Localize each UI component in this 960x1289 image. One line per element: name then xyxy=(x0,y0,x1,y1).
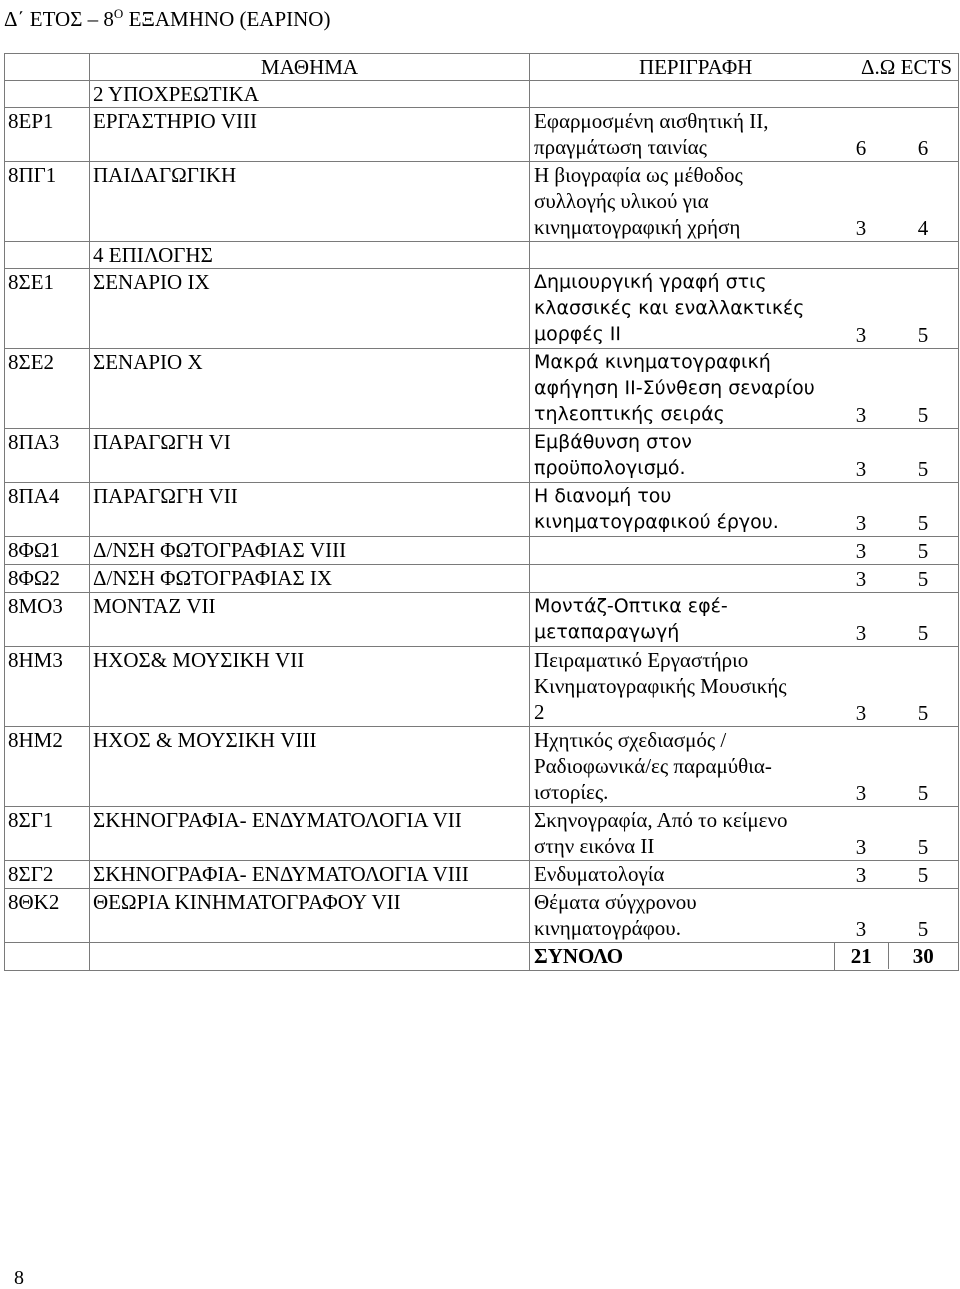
course-description xyxy=(530,162,830,240)
total-row xyxy=(5,943,959,971)
section-row-required xyxy=(5,81,959,108)
course-description-cell xyxy=(530,565,959,593)
course-numbers xyxy=(834,322,958,348)
course-description-cell xyxy=(530,108,959,162)
course-description-cell xyxy=(530,647,959,727)
table-header-row xyxy=(5,54,959,81)
page-heading: Δ΄ ΕΤΟΣ – $8^O$ ΕΞΑΜΗΝΟ (ΕΑΡΙΝΟ) xyxy=(4,6,331,31)
table-row xyxy=(5,349,959,429)
description-line: μεταπαραγωγή xyxy=(534,621,680,643)
description-line: κλασσικές και εναλλακτικές xyxy=(534,297,805,319)
table-row xyxy=(5,727,959,807)
section-label: 4 ΕΠΙΛΟΓΗΣ xyxy=(90,242,530,269)
course-description xyxy=(530,889,830,941)
course-description-cell xyxy=(530,889,959,943)
course-ects: 5 xyxy=(917,539,929,563)
course-dw: 3 xyxy=(855,216,867,240)
course-ects: 5 xyxy=(917,621,929,645)
table-row xyxy=(5,861,959,889)
course-description xyxy=(530,108,830,160)
course-title: ΣΚΗΝΟΓΡΑΦΙΑ- ΕΝΔΥΜΑΤΟΛΟΓΙΑ VIII xyxy=(90,861,530,889)
course-ects: 4 xyxy=(917,216,929,240)
description-line: Θέματα σύγχρονου xyxy=(534,890,697,914)
course-description xyxy=(530,349,830,427)
course-ects: 6 xyxy=(917,136,929,160)
table-row xyxy=(5,807,959,861)
course-ects: 5 xyxy=(917,781,929,805)
course-code: 8ΦΩ2 xyxy=(5,565,90,593)
course-dw: 3 xyxy=(855,323,867,347)
course-description-cell xyxy=(530,861,959,889)
course-dw: 3 xyxy=(855,511,867,535)
course-title: ΠΑΡΑΓΩΓΗ VII xyxy=(90,483,530,537)
description-line: κινηματογραφική χρήση xyxy=(534,215,741,239)
section-label: 2 ΥΠΟΧΡΕΩΤΙΚΑ xyxy=(90,81,530,108)
course-description-cell xyxy=(530,807,959,861)
course-dw: 3 xyxy=(855,863,867,887)
course-description xyxy=(530,861,830,887)
description-line: Σκηνογραφία, Από το κείμενο xyxy=(534,808,788,832)
course-dw: 6 xyxy=(855,136,867,160)
course-numbers xyxy=(834,916,958,942)
table-row xyxy=(5,483,959,537)
course-dw: 3 xyxy=(855,701,867,725)
course-dw: 3 xyxy=(855,621,867,645)
course-numbers xyxy=(834,402,958,428)
header-course: ΜΑΘΗΜΑ xyxy=(90,54,530,81)
description-line: Πειραματικό Εργαστήριο xyxy=(534,648,749,672)
course-code: 8ΠΓ1 xyxy=(5,162,90,242)
course-ects: 5 xyxy=(917,701,929,725)
description-line: στην εικόνα ΙΙ xyxy=(534,834,655,858)
course-code: 8ΣΕ2 xyxy=(5,349,90,429)
course-title: Δ/ΝΣΗ ΦΩΤΟΓΡΑΦΙΑΣ VIII xyxy=(90,537,530,565)
description-line: ιστορίες. xyxy=(534,780,609,804)
description-line: κινηματογραφικού έργου. xyxy=(534,511,779,533)
course-code: 8ΗΜ2 xyxy=(5,727,90,807)
total-label: ΣΥΝΟΛΟ xyxy=(530,943,835,971)
course-description-cell xyxy=(530,537,959,565)
course-title: ΘΕΩΡΙΑ ΚΙΝΗΜΑΤΟΓΡΑΦΟΥ VII xyxy=(90,889,530,943)
course-dw: 3 xyxy=(855,781,867,805)
course-description-cell xyxy=(530,593,959,647)
description-line: Η βιογραφία ως μέθοδος xyxy=(534,163,743,187)
course-ects: 5 xyxy=(917,917,929,941)
description-line: Ραδιοφωνικά/ες παραμύθια- xyxy=(534,754,772,778)
course-numbers xyxy=(834,510,958,536)
course-description-cell xyxy=(530,727,959,807)
course-numbers xyxy=(834,135,958,161)
course-title: ΠΑΙΔΑΓΩΓΙΚΗ xyxy=(90,162,530,242)
course-description-cell xyxy=(530,429,959,483)
course-title: ΣΕΝΑΡΙΟ IX xyxy=(90,269,530,349)
table-row xyxy=(5,889,959,943)
description-line: Κινηματογραφικής Μουσικής xyxy=(534,674,787,698)
course-numbers xyxy=(834,538,958,564)
course-description xyxy=(530,429,830,481)
course-dw: 3 xyxy=(855,917,867,941)
course-numbers xyxy=(834,780,958,806)
description-line: κινηματογράφου. xyxy=(534,916,681,940)
course-description-cell xyxy=(530,483,959,537)
course-numbers xyxy=(834,862,958,888)
course-title: ΜΟΝΤΑΖ VII xyxy=(90,593,530,647)
course-code: 8ΣΕ1 xyxy=(5,269,90,349)
course-code: 8ΠΑ3 xyxy=(5,429,90,483)
course-description-cell xyxy=(530,349,959,429)
section-row-elective xyxy=(5,242,959,269)
description-line: Δημιουργική γραφή στις xyxy=(534,271,767,293)
total-numbers-cell xyxy=(835,943,959,971)
description-line: προϋπολογισμό. xyxy=(534,457,686,479)
page-number: 8 xyxy=(14,1267,24,1289)
description-line: πραγμάτωση ταινίας xyxy=(534,135,707,159)
course-ects: 5 xyxy=(917,511,929,535)
course-ects: 5 xyxy=(917,863,929,887)
course-code: 8ΘΚ2 xyxy=(5,889,90,943)
course-description xyxy=(530,269,830,347)
table-row xyxy=(5,108,959,162)
table-row xyxy=(5,269,959,349)
course-dw: 3 xyxy=(855,457,867,481)
course-ects: 5 xyxy=(917,835,929,859)
course-ects: 5 xyxy=(917,457,929,481)
table-row xyxy=(5,429,959,483)
course-code: 8ΕΡ1 xyxy=(5,108,90,162)
course-code: 8ΠΑ4 xyxy=(5,483,90,537)
course-title: ΗΧΟΣ & ΜΟΥΣΙΚΗ VIII xyxy=(90,727,530,807)
course-code: 8ΦΩ1 xyxy=(5,537,90,565)
course-ects: 5 xyxy=(917,323,929,347)
course-description-cell xyxy=(530,269,959,349)
course-numbers xyxy=(834,620,958,646)
course-title: ΣΕΝΑΡΙΟ X xyxy=(90,349,530,429)
description-line: Μοντάζ-Οπτικα εφέ- xyxy=(534,595,728,617)
course-description xyxy=(530,483,830,535)
course-title: ΕΡΓΑΣΤΗΡΙΟ VIII xyxy=(90,108,530,162)
course-numbers xyxy=(834,700,958,726)
course-code: 8ΜΟ3 xyxy=(5,593,90,647)
course-code: 8ΣΓ2 xyxy=(5,861,90,889)
total-dw: 21 xyxy=(835,943,889,969)
course-code: 8ΣΓ1 xyxy=(5,807,90,861)
description-line: Μακρά κινηματογραφική xyxy=(534,351,771,373)
course-description xyxy=(530,727,830,805)
course-title: ΗΧΟΣ& ΜΟΥΣΙΚΗ VII xyxy=(90,647,530,727)
course-description-cell xyxy=(530,162,959,242)
description-line: Ηχητικός σχεδιασμός / xyxy=(534,728,727,752)
header-description-cell xyxy=(530,54,959,81)
header-dw-ects: Δ.Ω ECTS xyxy=(861,55,952,79)
total-ects: 30 xyxy=(912,944,934,968)
course-title: ΠΑΡΑΓΩΓΗ VI xyxy=(90,429,530,483)
description-line: Η διανομή του xyxy=(534,485,672,507)
table-row xyxy=(5,537,959,565)
header-description: ΠΕΡΙΓΡΑΦΗ xyxy=(638,55,753,79)
course-ects: 5 xyxy=(917,567,929,591)
course-description xyxy=(530,647,830,725)
course-numbers xyxy=(834,566,958,592)
description-line: Ενδυματολογία xyxy=(534,862,665,886)
course-numbers xyxy=(834,834,958,860)
course-numbers xyxy=(834,215,958,241)
course-dw: 3 xyxy=(855,835,867,859)
table-row xyxy=(5,162,959,242)
course-dw: 3 xyxy=(855,567,867,591)
description-line: αφήγηση ΙΙ-Σύνθεση σεναρίου xyxy=(534,377,815,399)
course-code: 8ΗΜ3 xyxy=(5,647,90,727)
table-row xyxy=(5,593,959,647)
course-description xyxy=(530,807,830,859)
course-dw: 3 xyxy=(855,539,867,563)
course-dw: 3 xyxy=(855,403,867,427)
description-line: 2 xyxy=(534,700,545,724)
description-line: Εμβάθυνση στον xyxy=(534,431,692,453)
description-line: Εφαρμοσμένη αισθητική ΙΙ, xyxy=(534,109,769,133)
course-title: ΣΚΗΝΟΓΡΑΦΙΑ- ΕΝΔΥΜΑΤΟΛΟΓΙΑ VII xyxy=(90,807,530,861)
table-row xyxy=(5,647,959,727)
description-line: συλλογής υλικού για xyxy=(534,189,709,213)
description-line: μορφές ΙΙ xyxy=(534,323,621,345)
course-description xyxy=(530,593,830,645)
course-title: Δ/ΝΣΗ ΦΩΤΟΓΡΑΦΙΑΣ IX xyxy=(90,565,530,593)
course-ects: 5 xyxy=(917,403,929,427)
courses-table xyxy=(4,53,959,971)
table-row xyxy=(5,565,959,593)
description-line: τηλεοπτικής σειράς xyxy=(534,403,725,425)
course-numbers xyxy=(834,456,958,482)
